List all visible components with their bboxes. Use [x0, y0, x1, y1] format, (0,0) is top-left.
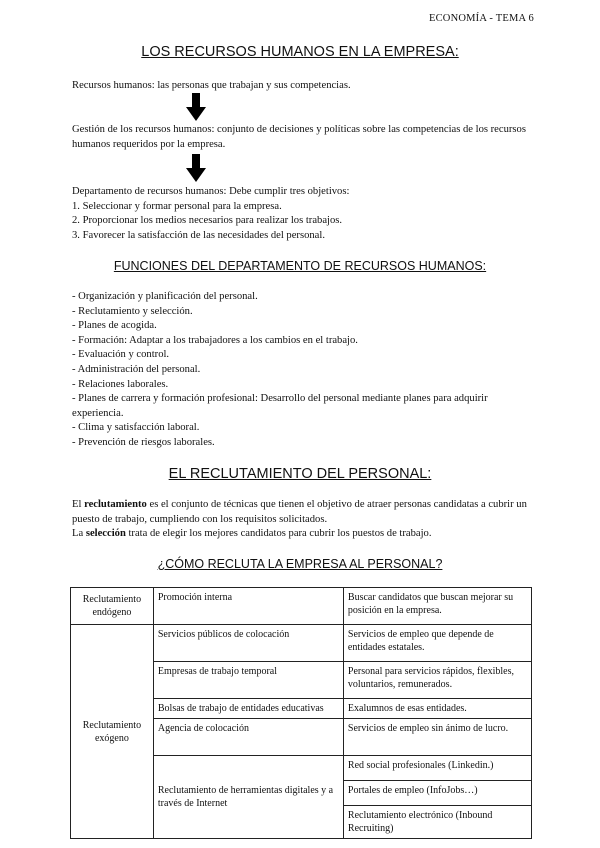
page-header: ECONOMÍA - TEMA 6 — [428, 13, 534, 24]
table-cell: Reclutamiento endógeno — [71, 588, 154, 625]
table-cell: Empresas de trabajo temporal — [153, 662, 343, 699]
funcion-item: - Planes de acogida. — [72, 320, 157, 332]
funciones-list — [72, 290, 532, 451]
table-cell: Buscar candidatos que buscan mejorar su posición en la empresa. — [343, 588, 531, 625]
reclutamiento-term: reclutamiento — [84, 499, 147, 510]
funciones-heading: FUNCIONES DEL DEPARTAMENTO DE RECURSOS HUMANOS: — [113, 259, 487, 273]
gestion-definition: Gestión de los recursos humanos: conjunto de decisiones y políticas sobre las competencias de los recursos humanos requeridos por la empresa. — [72, 124, 526, 150]
funcion-item: - Organización y planificación del personal. — [72, 291, 258, 302]
reclutamiento-text — [72, 498, 532, 542]
funcion-item: - Relaciones laborales. — [72, 378, 169, 390]
table-cell: Agencia de colocación — [153, 719, 343, 756]
table-cell: Reclutamiento exógeno — [71, 625, 154, 839]
table-cell: Reclutamiento electrónico (Inbound Recruiting) — [343, 806, 531, 839]
down-arrow-icon — [186, 93, 206, 121]
funcion-item: - Formación: Adaptar a los trabajadores a los cambios en el trabajo. — [72, 334, 358, 346]
table-cell: Personal para servicios rápidos, flexibles, voluntarios, remunerados. — [343, 662, 531, 699]
table-cell: Red social profesionales (Linkedin.) — [343, 756, 531, 781]
table-cell: Servicios de empleo sin ánimo de lucro. — [343, 719, 531, 756]
reclutamiento-heading: EL RECLUTAMIENTO DEL PERSONAL: — [168, 466, 432, 482]
objetivo-item: 2. Proporcionar los medios necesarios para realizar los trabajos. — [72, 215, 343, 227]
seleccion-paragraph: La selección trata de elegir los mejores candidatos para cubrir los puestos de trabajo. — [72, 528, 432, 540]
funcion-item: - Administración del personal. — [72, 363, 201, 375]
reclutamiento-paragraph: El reclutamiento es el conjunto de técnicas que tienen el objetivo de atraer personas candidatas a cubrir un puesto de trabajo, cumpliendo con los requisitos solicitados. — [72, 499, 527, 525]
funcion-item: - Evaluación y control. — [72, 349, 170, 361]
departamento-intro: Departamento de recursos humanos: Debe cumplir tres objetivos: — [72, 186, 350, 197]
objetivo-item: 1. Seleccionar y formar personal para la empresa. — [72, 200, 282, 212]
seleccion-term: selección — [85, 528, 126, 540]
rrhh-definition: Recursos humanos: las personas que trabajan y sus competencias. — [72, 80, 351, 91]
table-row — [71, 588, 532, 625]
down-arrow-icon — [186, 154, 206, 182]
table-cell: Exalumnos de esas entidades. — [343, 699, 531, 719]
como-recluta-heading: ¿CÓMO RECLUTA LA EMPRESA AL PERSONAL? — [157, 557, 443, 571]
departamento-block — [72, 185, 532, 243]
table-cell: Bolsas de trabajo de entidades educativas — [153, 699, 343, 719]
table-cell: Portales de empleo (InfoJobs…) — [343, 781, 531, 806]
table-cell: Servicios de empleo que depende de entidades estatales. — [343, 625, 531, 662]
table-cell: Servicios públicos de colocación — [153, 625, 343, 662]
table-row — [71, 625, 532, 662]
funcion-item: - Clima y satisfacción laboral. — [72, 422, 200, 434]
table-cell: Promoción interna — [153, 588, 343, 625]
page-title: LOS RECURSOS HUMANOS EN LA EMPRESA: — [141, 44, 459, 60]
funcion-item: - Planes de carrera y formación profesional: Desarrollo del personal mediante planes para adquirir experiencia. — [72, 393, 488, 419]
table-cell: Reclutamiento de herramientas digitales y a través de Internet — [153, 756, 343, 839]
recruitment-table — [70, 587, 532, 839]
objetivo-item: 3. Favorecer la satisfacción de las necesidades del personal. — [72, 229, 325, 241]
funcion-item: - Reclutamiento y selección. — [72, 305, 193, 317]
funcion-item: - Prevención de riesgos laborales. — [72, 436, 215, 448]
